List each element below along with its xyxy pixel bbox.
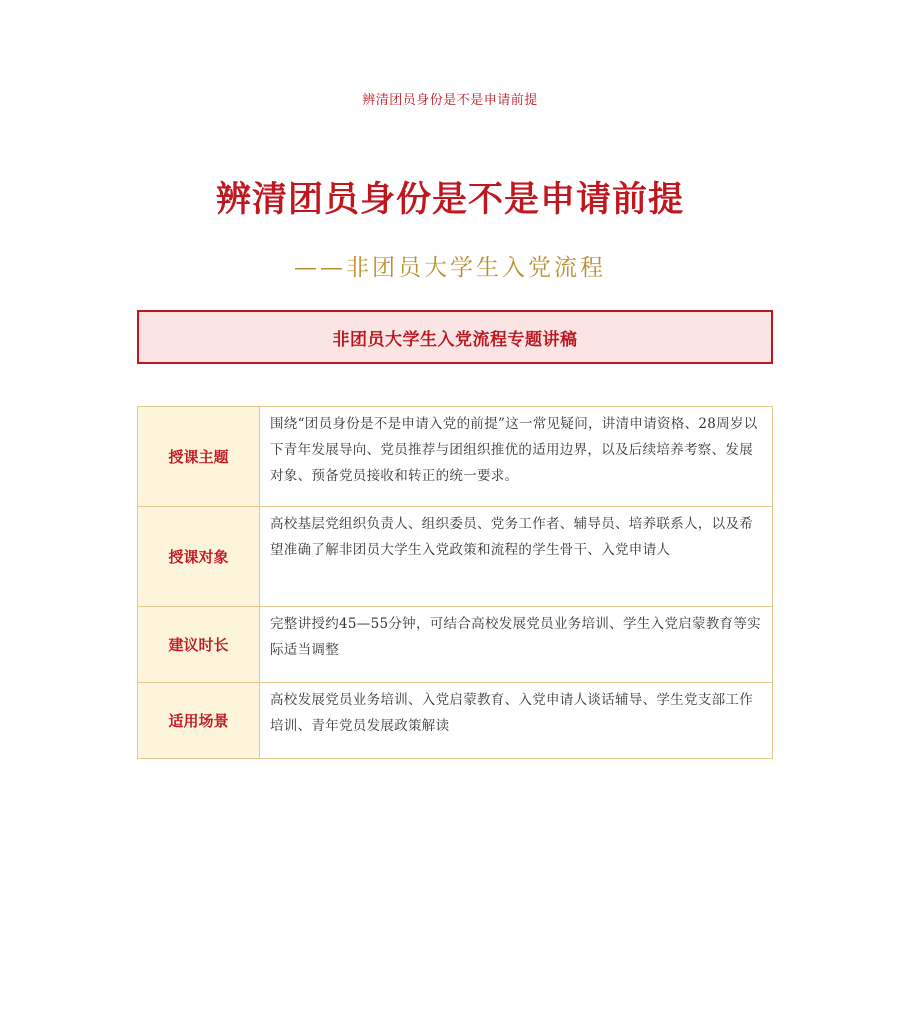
row-label-scenario: 适用场景 — [138, 683, 260, 759]
row-label-duration: 建议时长 — [138, 607, 260, 683]
table-row — [138, 683, 773, 759]
row-value-audience: 高校基层党组织负责人、组织委员、党务工作者、辅导员、培养联系人，以及希望准确了解非团员大学生入党政策和流程的学生骨干、入党申请人 — [260, 507, 773, 607]
table-row — [138, 507, 773, 607]
row-label-audience: 授课对象 — [138, 507, 260, 607]
page-subtitle: ——非团员大学生入党流程 — [294, 255, 606, 281]
page-title: 辨清团员身份是不是申请前提 — [215, 180, 684, 220]
row-label-topic: 授课主题 — [138, 407, 260, 507]
table-row — [138, 607, 773, 683]
row-value-duration: 完整讲授约45—55分钟，可结合高校发展党员业务培训、学生入党启蒙教育等实际适当调整 — [260, 607, 773, 683]
course-info-table — [137, 406, 773, 759]
row-value-topic: 围绕“团员身份是不是申请入党的前提”这一常见疑问，讲清申请资格、28周岁以下青年发展导向、党员推荐与团组织推优的适用边界，以及后续培养考察、发展对象、预备党员接收和转正的统一要求。 — [260, 407, 773, 507]
topic-banner — [137, 310, 773, 364]
running-header: 辨清团员身份是不是申请前提 — [362, 93, 538, 108]
row-value-scenario: 高校发展党员业务培训、入党启蒙教育、入党申请人谈话辅导、学生党支部工作培训、青年党员发展政策解读 — [260, 683, 773, 759]
table-row — [138, 407, 773, 507]
banner-text: 非团员大学生入党流程专题讲稿 — [332, 329, 578, 350]
